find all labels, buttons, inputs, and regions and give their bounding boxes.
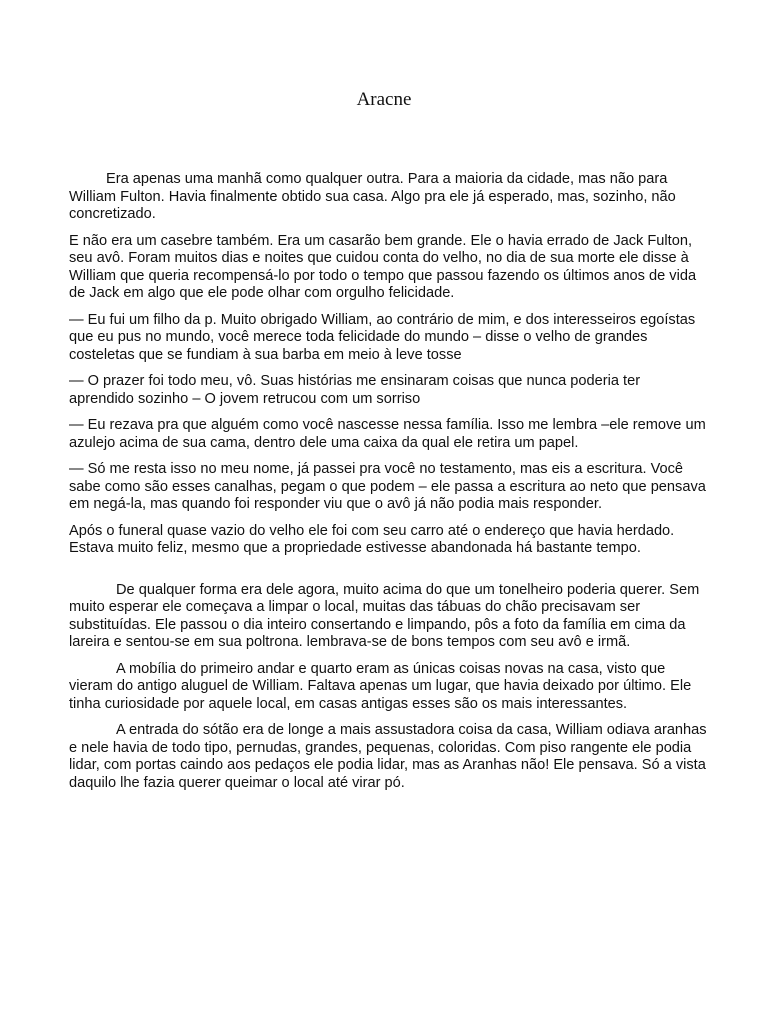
- paragraph-1: Era apenas uma manhã como qualquer outra. Para a maioria da cidade, mas não para William Fulton. Havia finalmente obtido sua casa. Algo pra ele já esperado, mas, sozinho, não concretizado.: [69, 171, 676, 222]
- document-body: [69, 171, 709, 801]
- paragraph-3: — Eu fui um filho da p. Muito obrigado William, ao contrário de mim, e dos interesseiros egoístas que eu pus no mundo, você merece toda felicidade do mundo – disse o velho de grandes costeletas que se fundiam à sua barba em meio à leve tosse: [69, 311, 696, 363]
- paragraph-7: Após o funeral quase vazio do velho ele foi com seu carro até o endereço que havia herdado. Estava muito feliz, mesmo que a propriedade estivesse abandonada há bastante tempo.: [69, 522, 675, 556]
- paragraph-5: — Eu rezava pra que alguém como você nascesse nessa família. Isso me lembra –ele remove um azulejo acima de sua cama, dentro dele uma caixa da qual ele retira um papel.: [69, 417, 706, 451]
- paragraph-4: — O prazer foi todo meu, vô. Suas histórias me ensinaram coisas que nunca poderia ter aprendido sozinho – O jovem retrucou com um sorriso: [69, 373, 641, 407]
- paragraph-8: De qualquer forma era dele agora, muito acima do que um tonelheiro poderia querer. Sem muito esperar ele começava a limpar o local, muitas das tábuas do chão precisavam ser substituídas. Ele passou o dia inteiro consertando e limpando, pôs a foto da família em cima da lareira e sentou-se em sua poltrona. lembrava-se de bons tempos com seu avô e irmã.: [69, 581, 700, 650]
- document-title: Aracne: [356, 89, 412, 110]
- paragraph-10: A entrada do sótão era de longe a mais assustadora coisa da casa, William odiava aranhas e nele havia de todo tipo, pernudas, grandes, pequenas, coloridas. Com piso rangente ele podia lidar, com portas caindo aos pedaços ele podia lidar, mas as Aranhas não! Ele pensava. Só a vista daquilo lhe fazia querer queimar o local até virar pó.: [69, 722, 707, 791]
- paragraph-9: A mobília do primeiro andar e quarto eram as únicas coisas novas na casa, visto que vieram do antigo aluguel de William. Faltava apenas um lugar, que havia deixado por último. Ele tinha curiosidade por aquele local, em casas antigas esses são os mais interessantes.: [69, 660, 692, 712]
- paragraph-2: E não era um casebre também. Era um casarão bem grande. Ele o havia errado de Jack Fulton, seu avô. Foram muitos dias e noites que cuidou conta do velho, no dia de sua morte ele disse à William que queria recompensá-lo por todo o tempo que passou fazendo os últimos anos de vida de Jack em algo que ele pode olhar com orgulho felicidade.: [69, 232, 697, 301]
- paragraph-6: — Só me resta isso no meu nome, já passei pra você no testamento, mas eis a escritura. Você sabe como são esses canalhas, pegam o que podem – ele passa a escritura ao neto que pensava em negá-la, mas quando foi responder viu que o avô já não podia mais responder.: [69, 461, 706, 512]
